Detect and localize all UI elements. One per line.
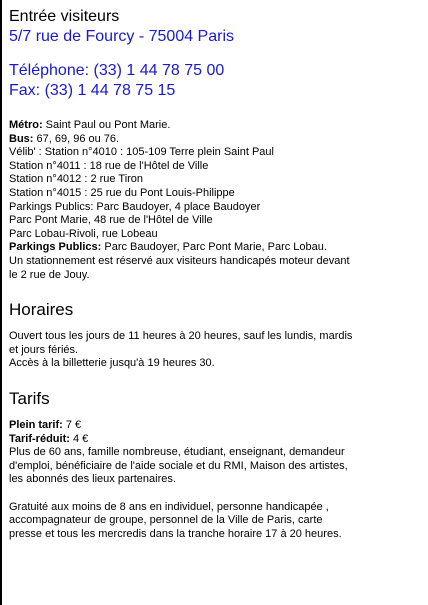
plein-tarif-label: Plein tarif: [9, 418, 63, 431]
left-border [0, 0, 2, 605]
station-4011: Station n°4011 : 18 rue de l'Hôtel de Ville [9, 159, 209, 172]
tarif-reduit-value: 4 € [69, 432, 89, 445]
bus-line [9, 133, 419, 147]
horaires-line-1: Ouvert tous les jours de 11 heures à 20 heures, sauf les lundis, mardis [9, 330, 353, 343]
metro-value: Saint Paul ou Pont Marie. [42, 119, 171, 131]
reduit-line-3: les abonnés des lieux partenaires. [9, 473, 176, 486]
metro-line [9, 119, 419, 133]
handicap-line-2: le 2 rue de Jouy. [9, 268, 90, 281]
station-4012: Station n°4012 : 2 rue Tiron [9, 173, 144, 186]
tarif-reduit-line [9, 433, 419, 447]
velib-line: Vélib' : Station n°4010 : 105-109 Terre plein Saint Paul [9, 146, 274, 159]
gratuite-line-2: accompagnateur de groupe, personnel de la Ville de Paris, carte [9, 514, 323, 527]
gratuite-line-3: presse et tous les mercredis dans la tranche horaire 17 à 20 heures. [9, 528, 342, 541]
parkings-line-2: Parc Pont Marie, 48 rue de l'Hôtel de Ville [9, 214, 213, 227]
reduit-line-2: d'emploi, bénéficiaire de l'aide sociale et du RMI, Maison des artistes, [9, 459, 348, 472]
station-4015: Station n°4015 : 25 rue du Pont Louis-Philippe [9, 186, 235, 199]
bus-value: 67, 69, 96 ou 76. [33, 132, 120, 145]
reduit-line-1: Plus de 60 ans, famille nombreuse, étudiant, enseignant, demandeur [9, 446, 345, 459]
entry-title: Entrée visiteurs [9, 8, 120, 25]
plein-tarif-line [9, 419, 419, 433]
tarif-reduit-label: Tarif-réduit: [9, 432, 70, 445]
parkings-value: Parc Baudoyer, Parc Pont Marie, Parc Lobau. [101, 241, 327, 254]
content [9, 6, 419, 542]
parkings-label: Parkings Publics: [9, 241, 102, 254]
tarifs-title: Tarifs [9, 388, 50, 408]
horaires-line-2: et jours fériés. [9, 343, 79, 356]
parkings-summary [9, 241, 419, 255]
horaires-title: Horaires [9, 300, 74, 320]
horaires-line-3: Accès à la billetterie jusqu'à 19 heures 30. [9, 357, 215, 370]
plein-tarif-value: 7 € [62, 418, 82, 431]
entry-phone: Téléphone: (33) 1 44 78 75 00 [9, 62, 225, 79]
entry-address: 5/7 rue de Fourcy - 75004 Paris [9, 28, 235, 45]
bus-label: Bus: [9, 132, 34, 145]
handicap-line-1: Un stationnement est réservé aux visiteurs handicapés moteur devant [9, 254, 350, 267]
parkings-line-1: Parkings Publics: Parc Baudoyer, 4 place Baudoyer [9, 200, 261, 213]
metro-label: Métro: [9, 119, 43, 131]
gratuite-line-1: Gratuité aux moins de 8 ans en individuel, personne handicapée , [9, 500, 329, 513]
parkings-line-3: Parc Lobau-Rivoli, rue Lobeau [9, 227, 158, 240]
entry-fax: Fax: (33) 1 44 78 75 15 [9, 82, 176, 99]
